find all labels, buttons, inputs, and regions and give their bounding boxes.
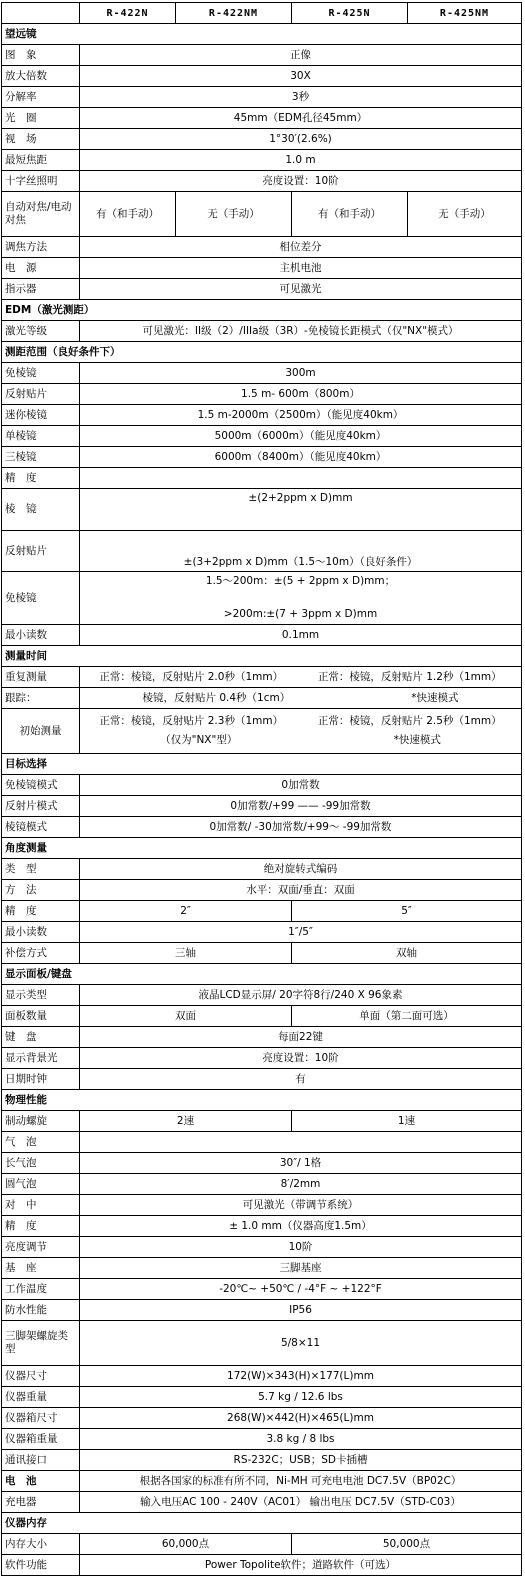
row-value: 有 [80,1069,522,1090]
row-value: 5000m（6000m）（能见度40km） [80,426,522,447]
repeat-left: 正常：棱镜，反射贴片 2.0秒（1mm） [99,670,284,683]
row-value: 液晶LCD显示屏/ 20字符8行/240 X 96象素 [80,985,522,1006]
row-label: 反射贴片 [2,531,80,572]
row-value: 正像 [80,45,522,66]
noprism-accuracy-line-1: 1.5～200m：±(5 + 2ppm x D)mm； [205,575,396,587]
row-label: 仪器重量 [2,1387,80,1408]
row-label: 类 型 [2,859,80,880]
row-value-left: 2″ [80,901,292,922]
row-label: 免棱镜 [2,363,80,384]
row-value-left: 2速 [80,1111,292,1132]
row-label: 十字丝照明 [2,171,80,192]
row-value: 1°30′(2.6%) [80,129,522,150]
row-value [80,1132,522,1153]
row-label: 电 池 [2,1471,80,1492]
row-label: 迷你棱镜 [2,405,80,426]
row-value: 6000m（8400m）（能见度40km） [80,447,522,468]
row-label: 放大倍数 [2,66,80,87]
row-value-right: 1速 [292,1111,522,1132]
initial-right-2: *快速模式 [393,734,441,746]
spec-table [1,2,522,1576]
row-label: 工作温度 [2,1279,80,1300]
row-label: 免棱镜 [2,572,80,625]
row-label: 重复测量 [2,667,80,688]
row-value: 可见激光 [80,279,522,300]
row-value: 0加常数/ -30加常数/+99～ -99加常数 [80,817,522,838]
row-value: 绝对旋转式编码 [80,859,522,880]
row-value-left: 60,000点 [80,1534,292,1555]
section-physical: 物理性能 [2,1090,522,1111]
row-label: 激光等级 [2,321,80,342]
row-value: 10阶 [80,1237,522,1258]
row-value: 8′/2mm [80,1174,522,1195]
row-value: Power Topolite软件；道路软件（可选） [80,1555,522,1576]
row-value: ±(3+2ppm x D)mm（1.5～10m）（良好条件） [80,531,522,572]
section-display: 显示面板/键盘 [2,964,522,985]
row-label: 仪器箱重量 [2,1429,80,1450]
row-value: 亮度设置：10阶 [80,171,522,192]
section-target: 目标选择 [2,754,522,775]
track-right: *快速模式 [411,691,459,704]
header-blank [2,3,80,24]
row-label: 图 象 [2,45,80,66]
row-value-right: 50,000点 [292,1534,522,1555]
row-value: 水平：双面/垂直：双面 [80,880,522,901]
row-value: -20℃~ +50℃ / -4°F ~ +122°F [80,1279,522,1300]
row-label: 三脚架螺旋类型 [2,1321,80,1366]
row-value: 3.8 kg / 8 lbs [80,1429,522,1450]
row-label: 通讯接口 [2,1450,80,1471]
header-model-2: R-422NM [176,3,292,24]
row-value: 每面22键 [80,1027,522,1048]
section-memory: 仪器内存 [2,1513,522,1534]
row-label: 三棱镜 [2,447,80,468]
row-label: 补偿方式 [2,943,80,964]
row-value: 1.0 m [80,150,522,171]
header-model-4: R-425NM [408,3,522,24]
header-model-3: R-425N [292,3,408,24]
row-label: 显示类型 [2,985,80,1006]
row-label: 自动对焦/电动对焦 [2,192,80,237]
autofocus-value-1: 有（和手动） [80,192,176,237]
row-value: 输入电压AC 100 - 240V（AC01） 输出电压 DC7.5V（STD-C03） [80,1492,522,1513]
track-cell [80,688,522,709]
row-label: 初始测量 [2,709,80,754]
initial-left-1: 正常：棱镜，反射贴片 2.3秒（1mm） [99,715,284,727]
row-label: 光 圈 [2,108,80,129]
repeat-right: 正常：棱镜，反射贴片 1.2秒（1mm） [317,670,502,683]
row-label: 视 场 [2,129,80,150]
row-value: IP56 [80,1300,522,1321]
row-value: 1″/5″ [80,922,522,943]
row-label: 精 度 [2,1216,80,1237]
noprism-accuracy-cell [80,572,522,625]
row-label: 单棱镜 [2,426,80,447]
row-value: ± 1.0 mm（仪器高度1.5m） [80,1216,522,1237]
header-row [2,3,522,24]
row-label: 日期时钟 [2,1069,80,1090]
section-telescope: 望远镜 [2,24,522,45]
row-label: 方 法 [2,880,80,901]
row-label: 调焦方法 [2,237,80,258]
row-value: 0加常数/+99 —— -99加常数 [80,796,522,817]
row-label: 防水性能 [2,1300,80,1321]
autofocus-value-4: 无（手动） [408,192,522,237]
row-value: 30X [80,66,522,87]
row-label: 气 泡 [2,1132,80,1153]
row-value: 300m [80,363,522,384]
row-value: RS-232C；USB；SD卡插槽 [80,1450,522,1471]
row-value: 相位差分 [80,237,522,258]
row-value: 三脚基座 [80,1258,522,1279]
row-value: 亮度设置：10阶 [80,1048,522,1069]
autofocus-value-3: 有（和手动） [292,192,408,237]
row-label: 充电器 [2,1492,80,1513]
row-value: 30″/ 1格 [80,1153,522,1174]
row-value: 45mm（EDM孔径45mm） [80,108,522,129]
track-left: 棱镜，反射贴片 0.4秒（1cm） [142,691,291,704]
section-range: 测距范围（良好条件下） [2,342,522,363]
row-label: 精 度 [2,901,80,922]
row-label: 基 座 [2,1258,80,1279]
repeat-cell [80,667,522,688]
row-value-right: 双轴 [292,943,522,964]
row-label: 跟踪： [2,688,80,709]
row-label: 指示器 [2,279,80,300]
row-value: 268(W)×442(H)×465(L)mm [80,1408,522,1429]
row-value: 可见激光（带调节系统） [80,1195,522,1216]
row-value-right: 5″ [292,901,522,922]
row-label: 内存大小 [2,1534,80,1555]
initial-left-2: （仅为"NX"型） [160,734,238,746]
row-label: 仪器尺寸 [2,1366,80,1387]
row-label: 键 盘 [2,1027,80,1048]
row-label: 软件功能 [2,1555,80,1576]
row-value: 3秒 [80,87,522,108]
row-label: 圆气泡 [2,1174,80,1195]
row-value: 1.5 m-2000m（2500m）（能见度40km） [80,405,522,426]
row-label: 最小读数 [2,625,80,646]
row-label: 面板数量 [2,1006,80,1027]
row-value: 可见激光：II级（2）/IIIa级（3R）-免棱镜长距模式（仅"NX"模式） [80,321,522,342]
noprism-accuracy-line-2: >200m:±(7 + 3ppm x D)mm [223,608,378,620]
row-value: 5.7 kg / 12.6 lbs [80,1387,522,1408]
section-time: 测量时间 [2,646,522,667]
row-value: 172(W)×343(H)×177(L)mm [80,1366,522,1387]
initial-right-1: 正常：棱镜，反射贴片 2.5秒（1mm） [317,715,502,727]
autofocus-value-2: 无（手动） [176,192,292,237]
initial-cell [80,709,522,754]
row-label: 精 度 [2,468,80,489]
section-angle: 角度测量 [2,838,522,859]
row-label: 对 中 [2,1195,80,1216]
row-label: 反射片模式 [2,796,80,817]
row-value-right: 单面（第二面可选） [292,1006,522,1027]
row-value: 1.5 m- 600m（800m） [80,384,522,405]
row-label: 仪器箱尺寸 [2,1408,80,1429]
row-value: 主机电池 [80,258,522,279]
row-label: 棱 镜 [2,489,80,531]
row-label: 最小读数 [2,922,80,943]
row-label: 亮度调节 [2,1237,80,1258]
row-label: 棱镜模式 [2,817,80,838]
row-label: 长气泡 [2,1153,80,1174]
row-value: 0加常数 [80,775,522,796]
row-value: 5/8×11 [80,1321,522,1366]
row-label: 最短焦距 [2,150,80,171]
row-label: 制动螺旋 [2,1111,80,1132]
row-label: 分解率 [2,87,80,108]
row-value: ±(2+2ppm x D)mm [80,489,522,531]
row-value [80,468,522,489]
section-edm: EDM（激光测距） [2,300,522,321]
row-value: 0.1mm [80,625,522,646]
row-label: 反射贴片 [2,384,80,405]
row-label: 电 源 [2,258,80,279]
header-model-1: R-422N [80,3,176,24]
row-label: 免棱镜模式 [2,775,80,796]
row-value-left: 三轴 [80,943,292,964]
row-value: 根据各国家的标准有所不同，Ni-MH 可充电电池 DC7.5V（BP02C） [80,1471,522,1492]
row-value-left: 双面 [80,1006,292,1027]
row-label: 显示背景光 [2,1048,80,1069]
